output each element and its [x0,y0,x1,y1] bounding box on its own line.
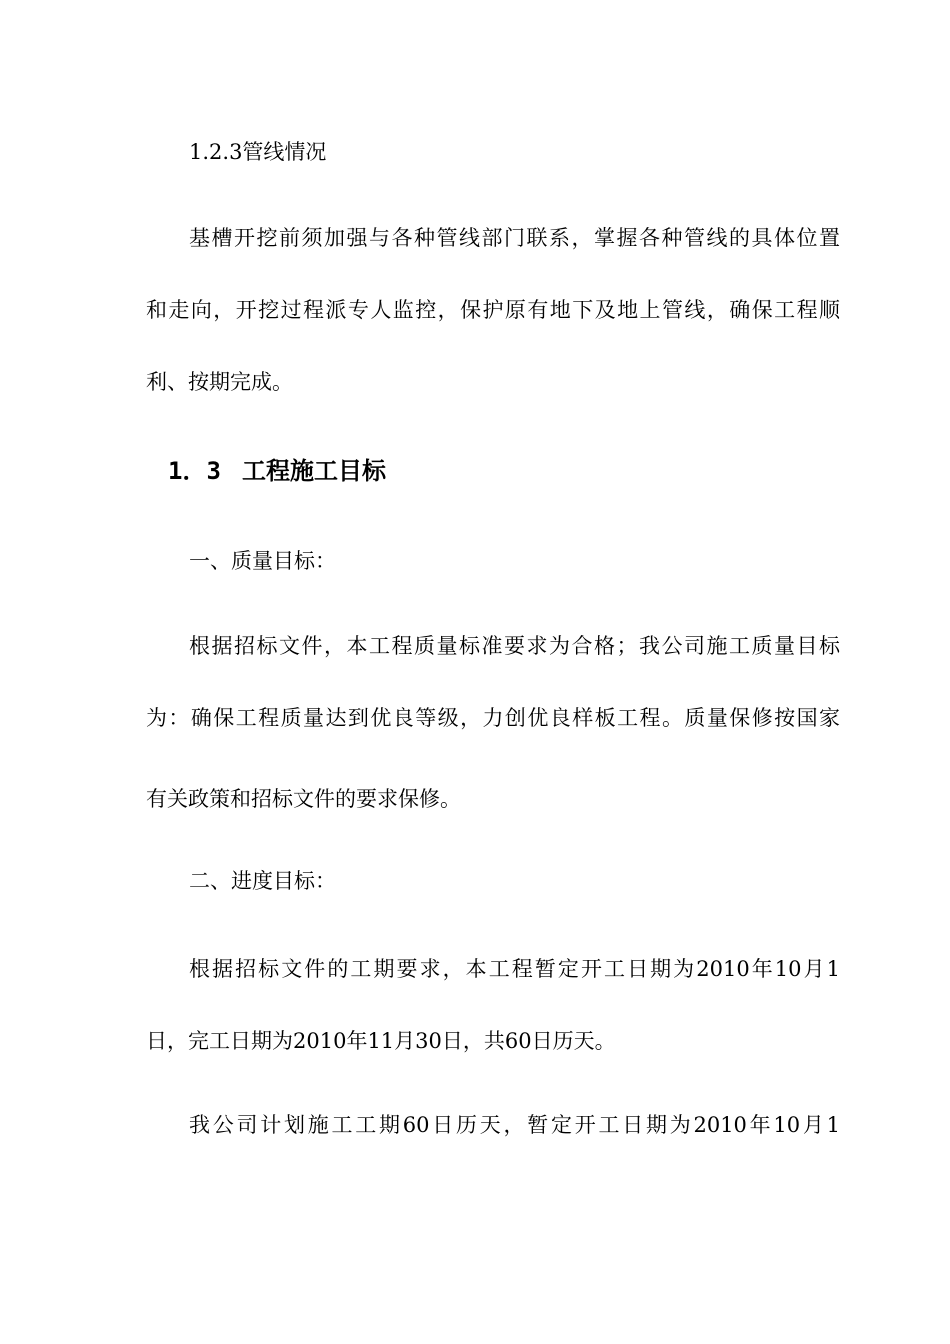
quality-paragraph-line-2: 为：确保工程质量达到优良等级，力创优良样板工程。质量保修按国家 [146,706,840,730]
section-13-title: 工程施工目标 [242,457,386,485]
schedule-paragraph-line-3: 我公司计划施工工期60日历天，暂定开工日期为2010年10月1 [189,1113,840,1137]
pipeline-paragraph-line-1: 基槽开挖前须加强与各种管线部门联系，掌握各种管线的具体位置 [189,226,840,250]
quality-paragraph-line-1: 根据招标文件，本工程质量标准要求为合格；我公司施工质量目标 [189,634,840,658]
section-13-number: 1．3 [168,457,221,485]
schedule-subtitle: 二、进度目标： [189,869,336,893]
section-123-title: 1.2.3管线情况 [189,140,327,164]
pipeline-paragraph-line-2: 和走向，开挖过程派专人监控，保护原有地下及地上管线，确保工程顺 [146,298,840,322]
schedule-paragraph-line-2: 日，完工日期为2010年11月30日，共60日历天。 [146,1029,616,1053]
section-13-heading [168,454,386,488]
pipeline-paragraph-line-3: 利、按期完成。 [146,370,293,394]
schedule-paragraph-line-1: 根据招标文件的工期要求，本工程暂定开工日期为2010年10月1 [189,957,840,981]
quality-subtitle: 一、质量目标： [189,549,336,573]
quality-paragraph-line-3: 有关政策和招标文件的要求保修。 [146,787,461,811]
